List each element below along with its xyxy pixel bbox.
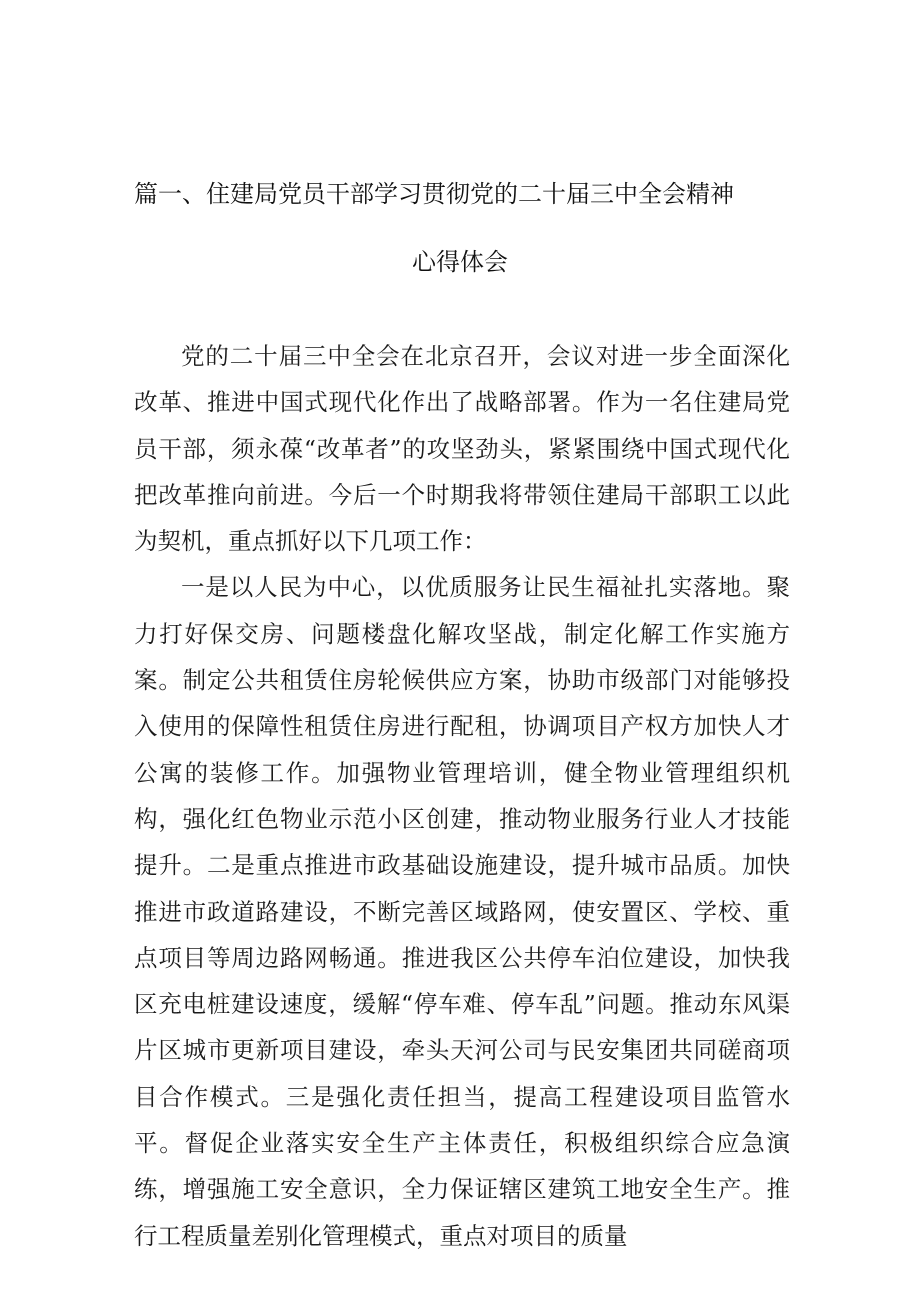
document-title-continued: 心得体会	[412, 248, 508, 276]
paragraph: 一是以人民为中心，以优质服务让民生福祉扎实落地。聚力打好保交房、问题楼盘化解攻坚战，制定化解工作实施方案。制定公共租赁住房轮候供应方案，协助市级部门对能够投入使用的保障性租赁住房进行配租，协调项目产权方加快人才公寓的装修工作。加强物业管理培训，健全物业管理组织机构，强化红色物业示范小区创建，推动物业服务行业人才技能提升。二是重点推进市政基础设施建设，提升城市品质。加快推进市政道路建设，不断完善区域路网，使安置区、学校、重点项目等周边路网畅通。推进我区公共停车泊位建设，加快我区充电桩建设速度，缓解“停车难、停车乱”问题。推动东风渠片区城市更新项目建设，牵头天河公司与民安集团共同磋商项目合作模式。三是强化责任担当，提高工程建设项目监管水平。督促企业落实安全生产主体责任，积极组织综合应急演练，增强施工安全意识，全力保证辖区建筑工地安全生产。推行工程质量差别化管理模式，重点对项目的质量	[134, 573, 790, 1250]
document-body	[134, 333, 790, 1259]
paragraph: 党的二十届三中全会在北京召开，会议对进一步全面深化改革、推进中国式现代化作出了战略部署。作为一名住建局党员干部，须永葆“改革者”的攻坚劲头，紧紧围绕中国式现代化把改革推向前进。今后一个时期我将带领住建局干部职工以此为契机，重点抓好以下几项工作：	[134, 342, 790, 556]
document-title: 篇一、住建局党员干部学习贯彻党的二十届三中全会精神	[134, 180, 734, 208]
